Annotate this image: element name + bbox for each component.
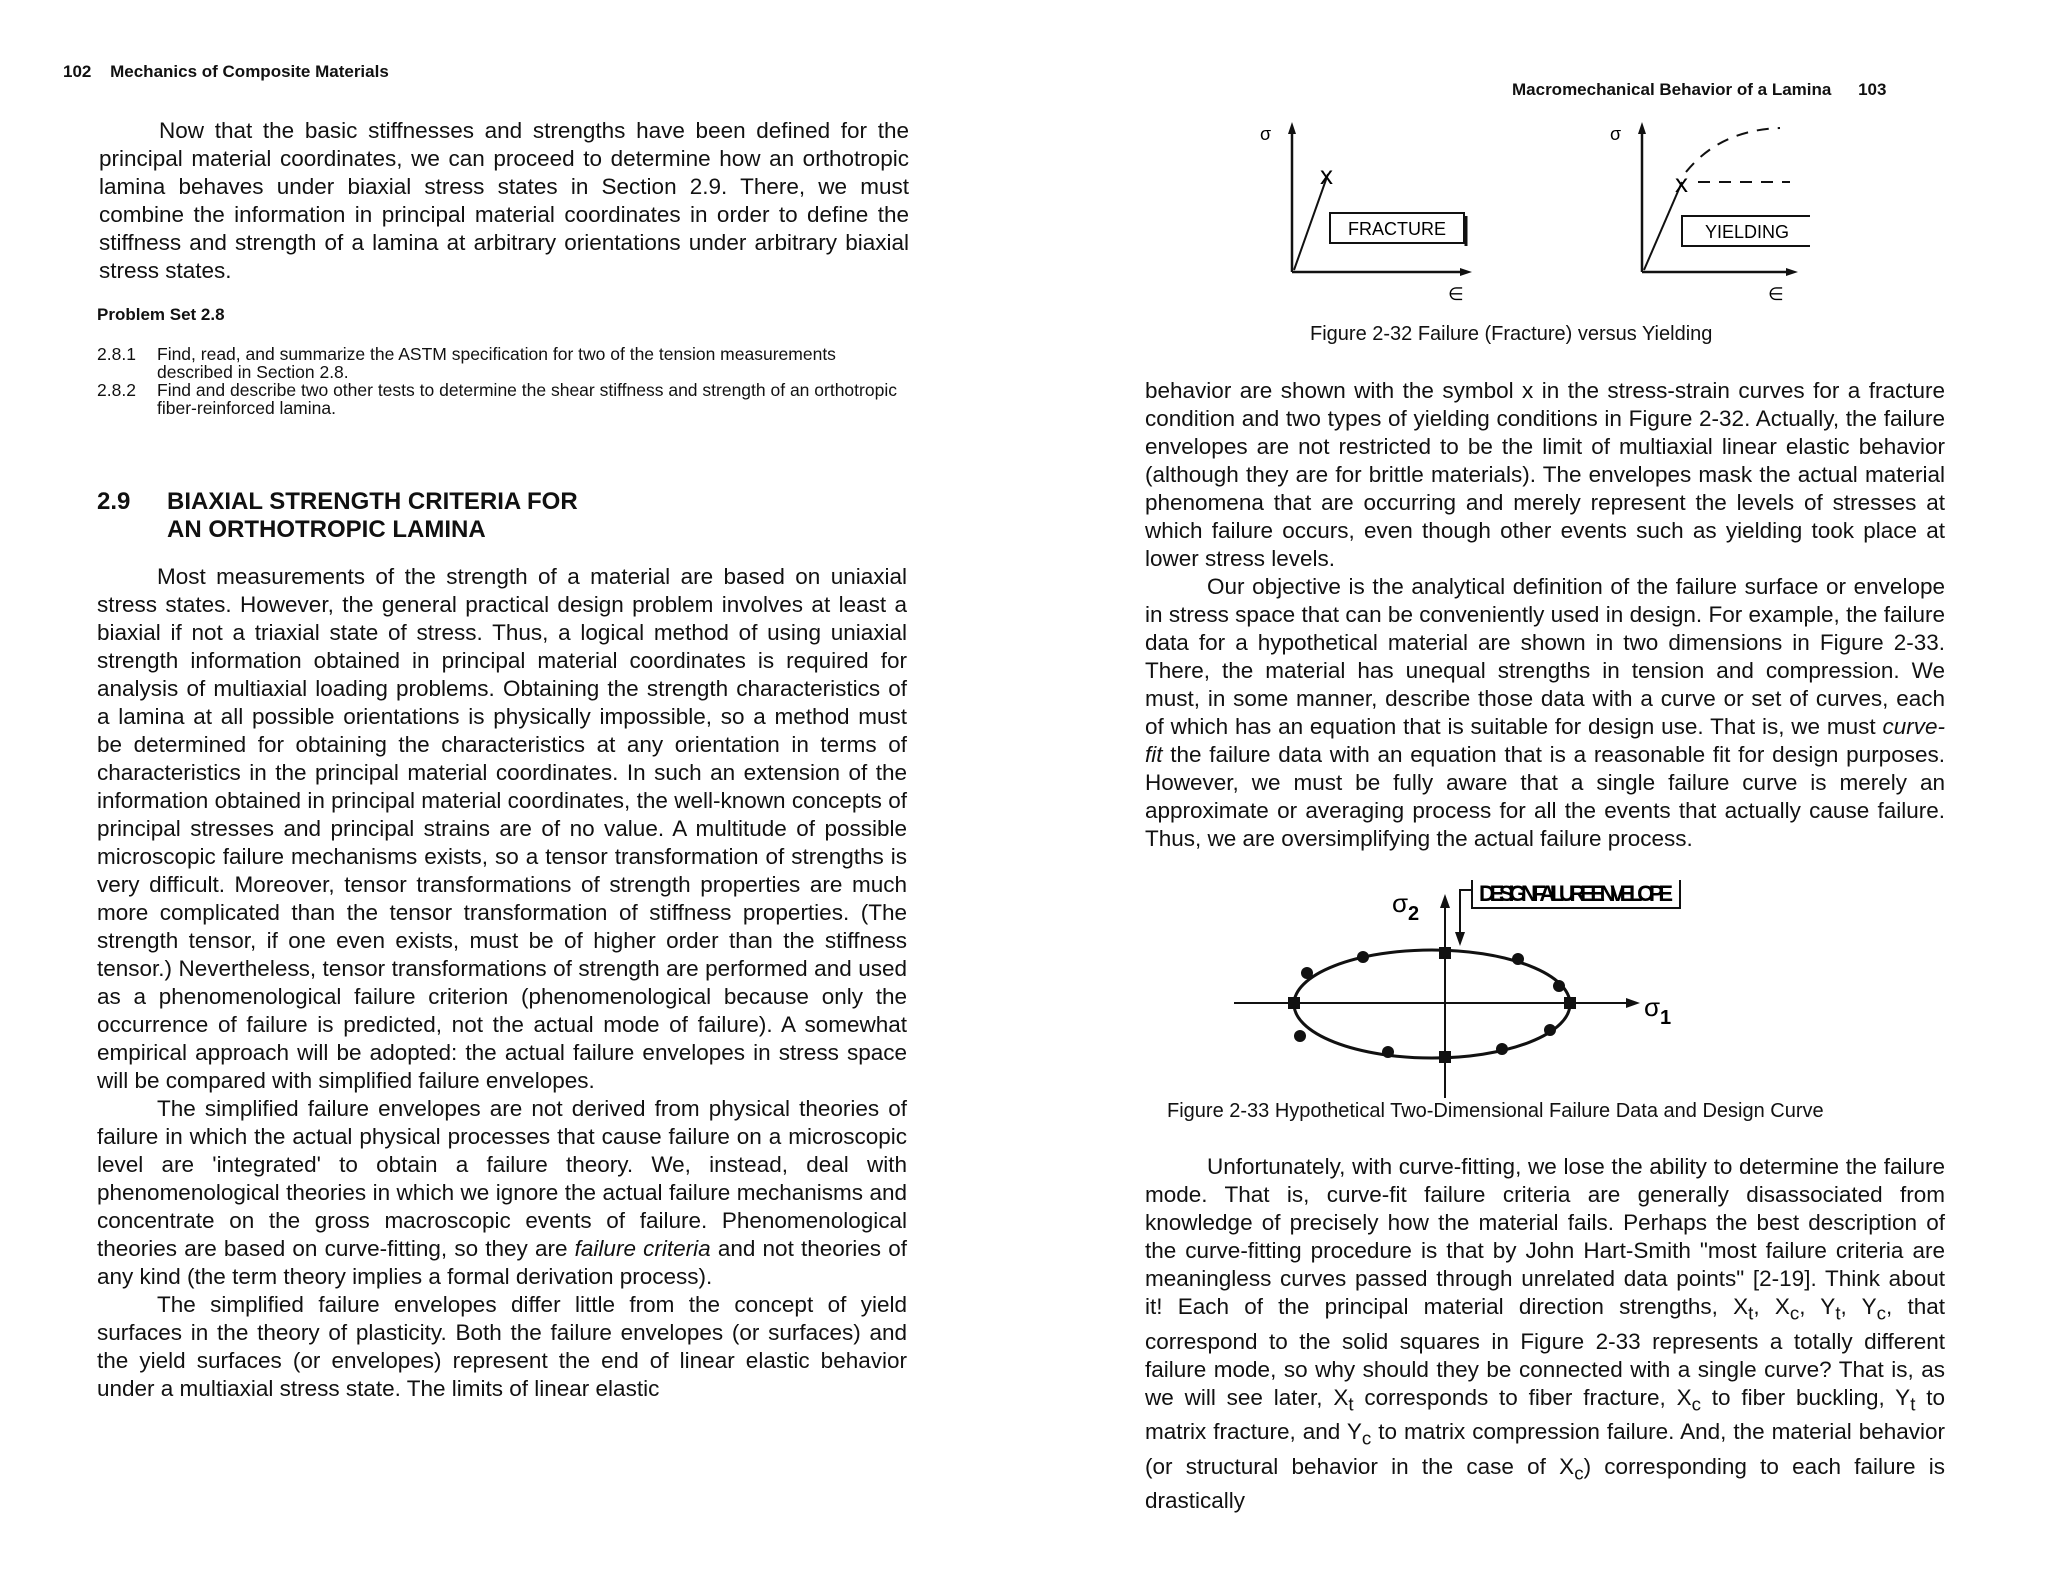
- data-square: [1288, 997, 1300, 1009]
- problem-text: Find, read, and summarize the ASTM specification for two of the tension measurements described in Section 2.8.: [157, 344, 836, 382]
- problem-text: Find and describe two other tests to determine the shear stiffness and strength of an orthotropic fiber-reinforced lamina.: [157, 380, 897, 418]
- data-point: [1301, 967, 1313, 979]
- figure-2-33: [1220, 880, 1700, 1110]
- problem-item: [97, 345, 907, 381]
- section-title-line1: BIAXIAL STRENGTH CRITERIA FOR: [167, 488, 578, 515]
- paragraph: Our objective is the analytical definition of the failure surface or envelope in stress space that can be conveniently used in design. For example, the failure data for a hypothetical material are shown in two dimensions in Figure 2-33. There, the material has unequal strengths in tension and compression. We must, in some manner, describe those data with a curve or set of curves, each of which has an equation that is suitable for design use. That is, we must curve-fit the failure data with an equation that is a reasonable fit for design purposes. However, we must be fully aware that a single failure curve is merely an approximate or averaging process for all the events that actually cause failure. Thus, we are oversimplifying the actual failure process.: [1145, 574, 1945, 851]
- data-point: [1544, 1024, 1556, 1036]
- data-point: [1357, 951, 1369, 963]
- intro-paragraph: [99, 117, 909, 285]
- figure-2-33-caption: Figure 2-33 Hypothetical Two-Dimensional Failure Data and Design Curve: [1167, 1100, 1824, 1122]
- hardening-dashed: [1686, 128, 1780, 172]
- x-axis-arrow: [1460, 268, 1472, 276]
- paragraph: behavior are shown with the symbol x in the stress-strain curves for a fracture condition and two types of yielding conditions in Figure 2-32. Actually, the failure envelopes are not restricted to be the limit of multiaxial linear elastic behavior (although they are for brittle materials). The envelopes mask the actual material phenomena that are occurring and merely represent the levels of stresses at which failure occurs, even though other events such as yielding took place at lower stress levels.: [1145, 378, 1945, 571]
- problem-item: [97, 381, 907, 417]
- data-square: [1439, 1051, 1451, 1063]
- data-point: [1512, 953, 1524, 965]
- stress-axis-label: σ: [1610, 124, 1622, 144]
- left-page-header: [63, 62, 389, 82]
- sigma2-label: $\sigma_2$: [1392, 888, 1420, 925]
- sigma1-arrow: [1626, 998, 1640, 1008]
- problem-number: 2.8.2: [97, 380, 136, 400]
- paragraph: Most measurements of the strength of a material are based on uniaxial stress states. However, the general practical design problem involves at least a biaxial if not a triaxial state of stress. Thus, a logical method of using uniaxial strength information obtained in principal material coordinates is required for analysis of multiaxial loading problems. Obtaining the strength characteristics of a lamina at all possible orientations is physically impossible, so a method must be determined for obtaining the characteristics at any orientation in terms of characteristics in the principal material coordinates. In such an extension of the information obtained in principal material coordinates, the well-known concepts of principal stresses and principal strains are of no value. A multitude of possible microscopic failure mechanisms exists, so a tensor transformation of strengths is very difficult. Moreover, tensor transformations of strength properties are much more complicated than the tensor transformation of stiffness properties. (The strength tensor, if one even exists, must be of higher order than the stiffness tensor.) Nevertheless, tensor transformations of strength are performed and used as a phenomenological failure criterion (phenomenological because only the occurrence of failure is predicted, not the actual mode of failure). A somewhat empirical approach will be adopted: the actual failure envelopes in stress space will be compared with simplified failure envelopes.: [97, 564, 907, 1093]
- emphasis-curve-fit: curve-fit: [1145, 714, 1945, 767]
- right-running-title: Macromechanical Behavior of a Lamina: [1512, 80, 1832, 99]
- figure-2-32: [1250, 110, 1810, 310]
- emphasis-failure-criteria: failure criteria: [574, 1236, 711, 1261]
- stress-axis-label: σ: [1260, 124, 1272, 144]
- paragraph: Unfortunately, with curve-fitting, we lose the ability to determine the failure mode. That is, curve-fit failure criteria are generally disassociated from knowledge of precisely how the material fails. Perhaps the best description of the curve-fitting procedure is that by John Hart-Smith "most failure criteria are meaningless curves passed through unrelated data points" [2-19]. Think about it! Each of the principal material direction strengths, $X_t$, $X_c$, $Y_t$, $Y_c$, that correspond to the solid squares in Figure 2-33 represents a totally different failure mode, so why should they be connected with a single curve? That is, as we will see later, $X_t$ corresponds to fiber fracture, $X_c$ to fiber buckling, $Y_t$ to matrix fracture, and $Y_c$ to matrix compression failure. And, the material behavior (or structural behavior in the case of $X_c$) corresponding to each failure is drastically: [1145, 1154, 1946, 1513]
- fracture-label: FRACTURE: [1348, 219, 1446, 239]
- strain-axis-label: ∈: [1448, 284, 1464, 304]
- envelope-label: DESIGN FAILURE ENVELOPE: [1479, 881, 1673, 906]
- data-square: [1564, 997, 1576, 1009]
- data-point: [1553, 980, 1565, 992]
- left-page-number: 102: [63, 62, 92, 81]
- paragraph: The simplified failure envelopes differ little from the concept of yield surfaces in the theory of plasticity. Both the failure envelopes (or surfaces) and the yield surfaces (or envelopes) represent the end of linear elastic behavior under a multiaxial stress state. The limits of linear elastic: [97, 1292, 907, 1401]
- section-title-line2: AN ORTHOTROPIC LAMINA: [167, 516, 486, 543]
- data-point: [1496, 1043, 1508, 1055]
- intro-text: Now that the basic stiffnesses and strengths have been defined for the principal material coordinates, we can proceed to determine how an orthotropic lamina behaves under biaxial stress states in Section 2.9. There, we must combine the information in principal material coordinates in order to define the stiffness and strength of a lamina at arbitrary orientations under arbitrary biaxial stress states.: [99, 118, 909, 283]
- right-page-header: [1512, 80, 1886, 100]
- strain-axis-label: ∈: [1768, 284, 1784, 304]
- section-heading: [97, 488, 857, 544]
- section-body: [97, 563, 907, 1403]
- sigma2-arrow: [1440, 894, 1450, 908]
- data-point: [1294, 1030, 1306, 1042]
- leader-arrowhead: [1455, 932, 1465, 946]
- paragraph: The simplified failure envelopes are not derived from physical theories of failure in which the actual physical processes that cause failure on a microscopic level are 'integrated' to obtain a failure theory. We, instead, deal with phenomenological theories in which we ignore the actual failure mechanisms and concentrate on the gross macroscopic events of failure. Phenomenological theories are based on curve-fitting, so they are failure criteria and not theories of any kind (the term theory implies a formal derivation process).: [97, 1096, 907, 1289]
- x-axis-arrow: [1786, 268, 1798, 276]
- figure-2-32-caption: Figure 2-32 Failure (Fracture) versus Yielding: [1310, 323, 1713, 345]
- section-number: 2.9: [97, 488, 131, 515]
- yield-x-mark: x: [1675, 168, 1688, 198]
- problem-list: [97, 345, 907, 417]
- fracture-plot: [1260, 122, 1472, 304]
- left-running-title: Mechanics of Composite Materials: [110, 62, 389, 81]
- fracture-x-mark: x: [1320, 160, 1333, 190]
- data-point: [1382, 1046, 1394, 1058]
- yielding-plot: [1610, 122, 1810, 304]
- data-square: [1439, 947, 1451, 959]
- right-body-2: [1145, 1153, 1945, 1515]
- right-page-number: 103: [1858, 80, 1887, 99]
- right-body-1: [1145, 377, 1945, 853]
- sigma1-label: $\sigma_1$: [1644, 992, 1672, 1029]
- yielding-label: YIELDING: [1704, 222, 1790, 242]
- problem-set-title: Problem Set 2.8: [97, 305, 225, 324]
- problem-number: 2.8.1: [97, 344, 136, 364]
